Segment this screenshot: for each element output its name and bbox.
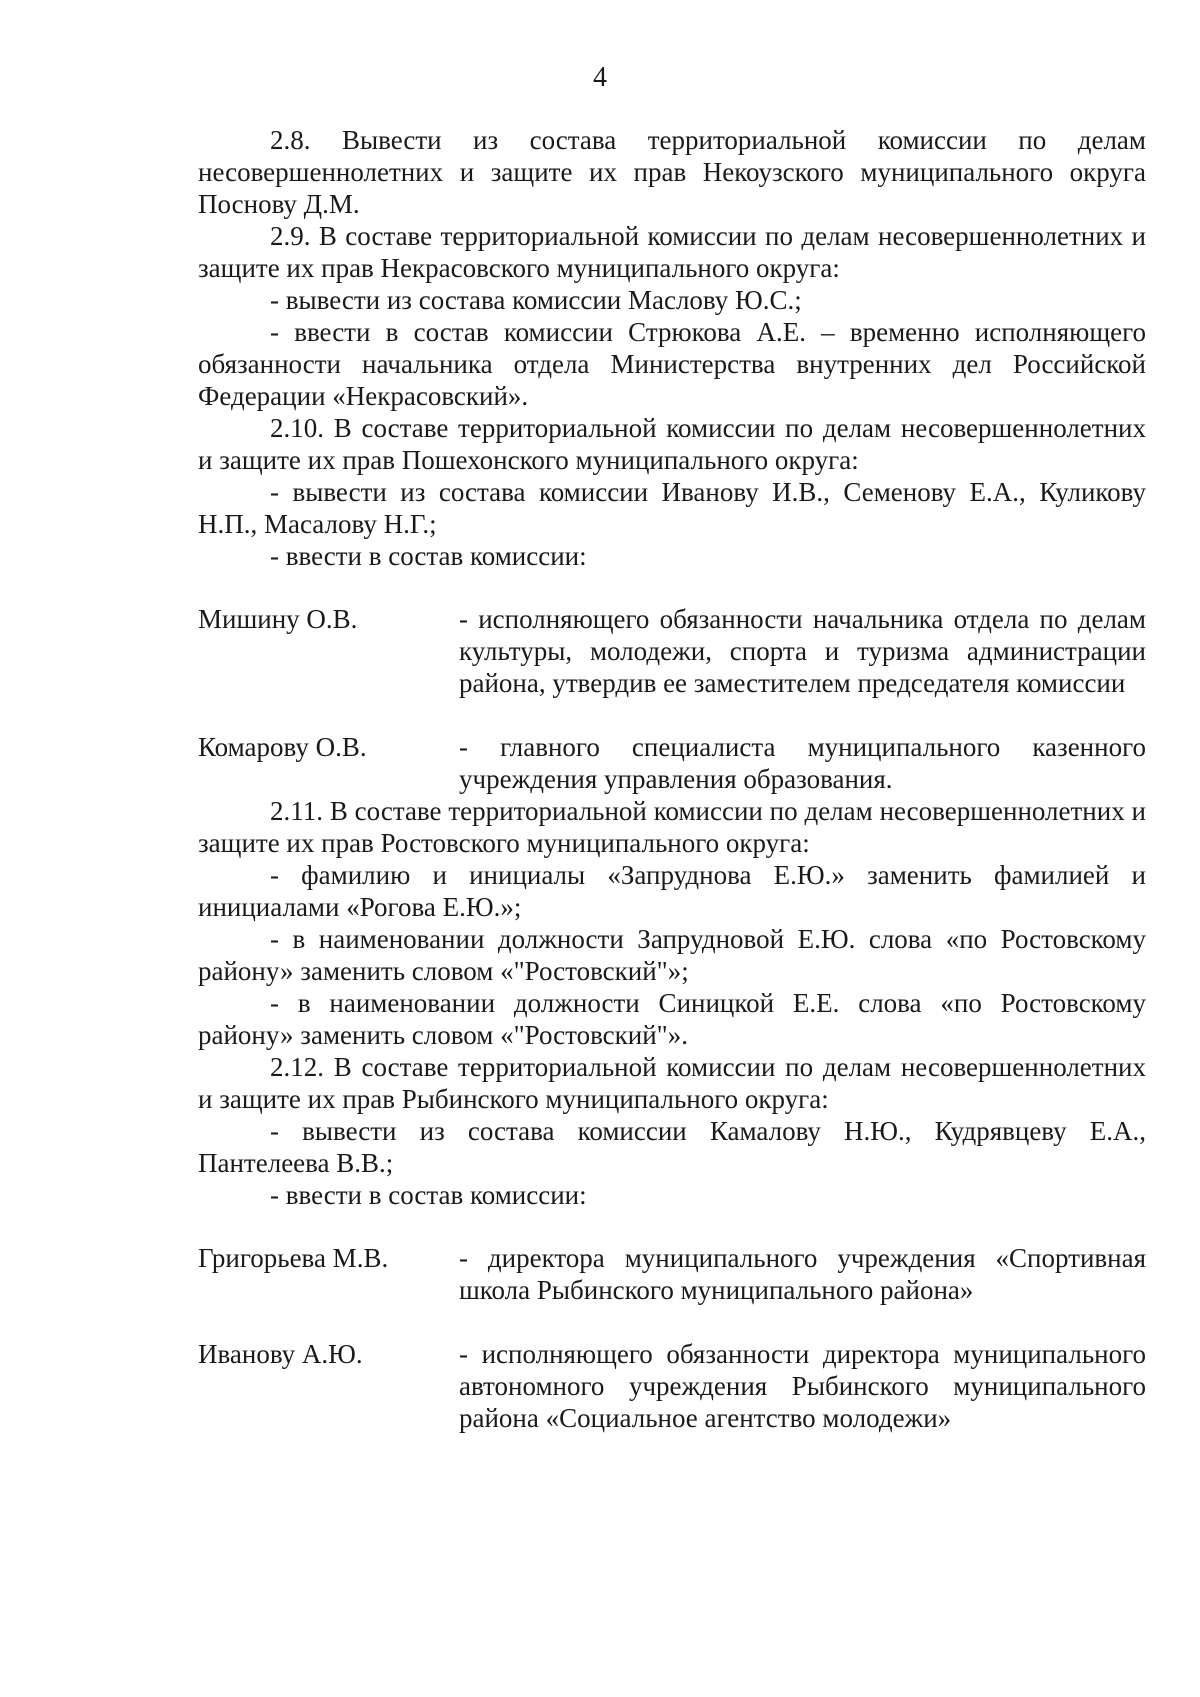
- paragraph-2-11-c: - в наименовании должности Синицкой Е.Е. слова «по Ростовскому району» заменить словом «"Ростовский"».: [198, 988, 1146, 1050]
- member-entry: [198, 1338, 1146, 1434]
- member-entry: [198, 1242, 1146, 1306]
- member-name: Комарову О.В.: [198, 732, 367, 762]
- page-number: 4: [593, 62, 607, 93]
- member-name: Иванову А.Ю.: [198, 1339, 363, 1369]
- paragraph-2-9-remove: - вывести из состава комиссии Маслову Ю.С.;: [270, 285, 802, 315]
- paragraph-2-9-add: - ввести в состав комиссии Стрюкова А.Е. – временно исполняющего обязанности начальника отдела Министерства внутренних дел Российской Федерации «Некрасовский».: [198, 317, 1146, 411]
- paragraph-2-10: 2.10. В составе территориальной комиссии по делам несовершеннолетних и защите их прав Пошехонского муниципального округа:: [198, 413, 1146, 475]
- member-entry: [198, 603, 1146, 699]
- member-position: - главного специалиста муниципального казенного учреждения управления образования.: [459, 732, 1146, 794]
- member-name: Мишину О.В.: [198, 604, 358, 634]
- paragraph-2-10-remove: - вывести из состава комиссии Иванову И.В., Семенову Е.А., Куликову Н.П., Масалову Н.Г.;: [198, 477, 1146, 539]
- paragraph-2-11-b: - в наименовании должности Запрудновой Е.Ю. слова «по Ростовскому району» заменить словом «"Ростовский"»;: [198, 924, 1146, 986]
- member-name: Григорьева М.В.: [198, 1243, 389, 1273]
- paragraph-2-11-a: - фамилию и инициалы «Запруднова Е.Ю.» заменить фамилией и инициалами «Рогова Е.Ю.»;: [198, 860, 1146, 922]
- paragraph-2-10-add: - ввести в состав комиссии:: [270, 541, 587, 571]
- paragraph-2-9: 2.9. В составе территориальной комиссии по делам несовершеннолетних и защите их прав Некрасовского муниципального округа:: [198, 221, 1146, 283]
- paragraph-2-12: 2.12. В составе территориальной комиссии по делам несовершеннолетних и защите их прав Рыбинского муниципального округа:: [198, 1052, 1146, 1114]
- member-position: - директора муниципального учреждения «Спортивная школа Рыбинского муниципального района»: [459, 1243, 1146, 1305]
- member-entry: [198, 731, 1146, 795]
- document-body: [198, 124, 1146, 1434]
- paragraph-2-11: 2.11. В составе территориальной комиссии по делам несовершеннолетних и защите их прав Ростовского муниципального округа:: [198, 796, 1146, 858]
- paragraph-2-12-remove: - вывести из состава комиссии Камалову Н.Ю., Кудрявцеву Е.А., Пантелеева В.В.;: [198, 1116, 1146, 1178]
- member-position: - исполняющего обязанности директора муниципального автономного учреждения Рыбинского муниципального района «Социальное агентство молодежи»: [459, 1339, 1146, 1433]
- paragraph-2-12-add: - ввести в состав комиссии:: [270, 1180, 587, 1210]
- member-position: - исполняющего обязанности начальника отдела по делам культуры, молодежи, спорта и туризма администрации района, утвердив ее заместителем председателя комиссии: [459, 604, 1146, 698]
- paragraph-2-8: 2.8. Вывести из состава территориальной комиссии по делам несовершеннолетних и защите их прав Некоузского муниципального округа Поснову Д.М.: [198, 125, 1146, 219]
